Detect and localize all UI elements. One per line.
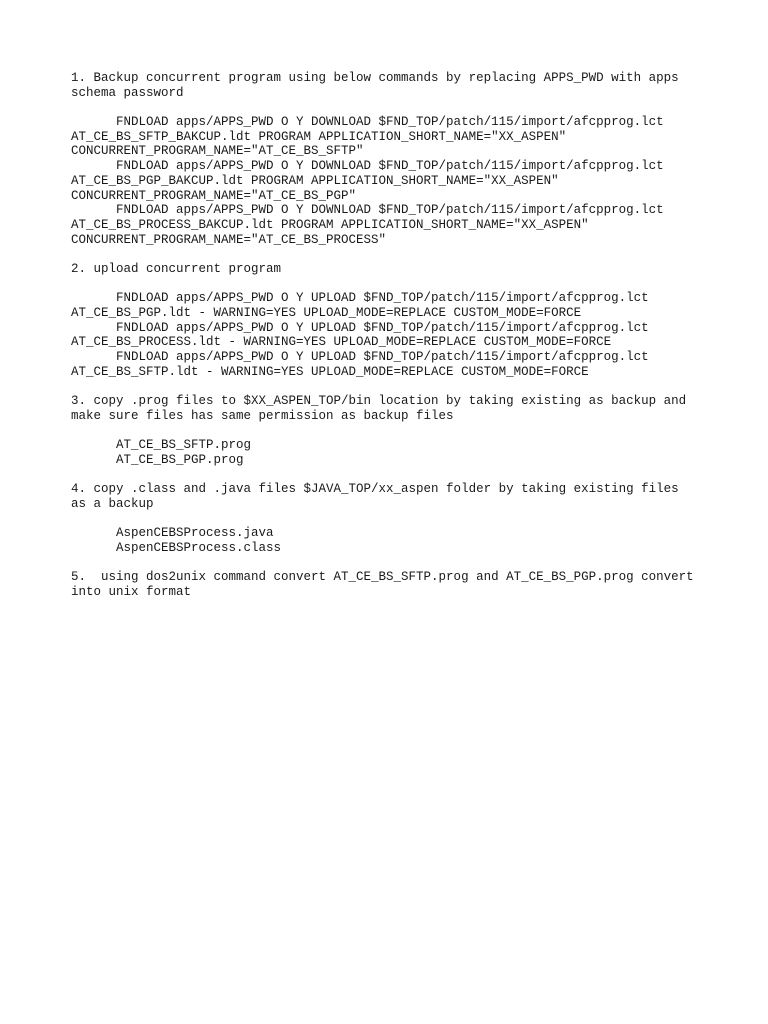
blank-line (71, 379, 751, 394)
blank-line (71, 247, 751, 262)
text-line: into unix format (71, 585, 192, 600)
text-line: FNDLOAD apps/APPS_PWD O Y DOWNLOAD $FND_TOP/patch/115/import/afcpprog.lct (71, 115, 664, 130)
text-line: 5. using dos2unix command convert AT_CE_BS_SFTP.prog and AT_CE_BS_PGP.prog convert (71, 570, 694, 585)
text-line: AT_CE_BS_SFTP.ldt - WARNING=YES UPLOAD_MODE=REPLACE CUSTOM_MODE=FORCE (71, 364, 589, 379)
text-line: AspenCEBSProcess.java (71, 526, 274, 541)
blank-line (71, 277, 751, 292)
text-line: AT_CE_BS_PROCESS_BAKCUP.ldt PROGRAM APPLICATION_SHORT_NAME="XX_ASPEN" (71, 217, 589, 232)
text-line: make sure files has same permission as backup files (71, 408, 454, 423)
text-line: 2. upload concurrent program (71, 261, 282, 276)
text-line: AT_CE_BS_PGP.prog (71, 452, 244, 467)
text-line: AspenCEBSProcess.class (71, 541, 282, 555)
text-line: FNDLOAD apps/APPS_PWD O Y UPLOAD $FND_TOP/patch/115/import/afcpprog.lct (71, 350, 649, 365)
document-page (71, 71, 751, 600)
text-line: FNDLOAD apps/APPS_PWD O Y DOWNLOAD $FND_TOP/patch/115/import/afcpprog.lct (71, 159, 664, 174)
text-line: CONCURRENT_PROGRAM_NAME="AT_CE_BS_PGP" (71, 188, 357, 203)
text-line: AT_CE_BS_PGP_BAKCUP.ldt PROGRAM APPLICATION_SHORT_NAME="XX_ASPEN" (71, 173, 559, 188)
text-line: FNDLOAD apps/APPS_PWD O Y DOWNLOAD $FND_TOP/patch/115/import/afcpprog.lct (71, 203, 664, 218)
text-line: as a backup (71, 496, 154, 511)
blank-line (71, 100, 751, 115)
text-line: 3. copy .prog files to $XX_ASPEN_TOP/bin location by taking existing as backup and (71, 394, 687, 409)
text-line: AT_CE_BS_SFTP_BAKCUP.ldt PROGRAM APPLICATION_SHORT_NAME="XX_ASPEN" (71, 129, 567, 144)
blank-line (71, 512, 751, 527)
text-line: AT_CE_BS_SFTP.prog (71, 438, 252, 453)
blank-line (71, 468, 751, 483)
text-line: 1. Backup concurrent program using below commands by replacing APPS_PWD with apps (71, 71, 679, 85)
text-line: CONCURRENT_PROGRAM_NAME="AT_CE_BS_PROCESS" (71, 232, 387, 247)
text-line: AT_CE_BS_PGP.ldt - WARNING=YES UPLOAD_MODE=REPLACE CUSTOM_MODE=FORCE (71, 306, 582, 320)
text-line: 4. copy .class and .java files $JAVA_TOP/xx_aspen folder by taking existing files (71, 482, 679, 497)
text-line: schema password (71, 85, 184, 100)
blank-line (71, 556, 751, 571)
text-line: FNDLOAD apps/APPS_PWD O Y UPLOAD $FND_TOP/patch/115/import/afcpprog.lct (71, 320, 649, 335)
text-line: CONCURRENT_PROGRAM_NAME="AT_CE_BS_SFTP" (71, 144, 364, 159)
text-line: FNDLOAD apps/APPS_PWD O Y UPLOAD $FND_TOP/patch/115/import/afcpprog.lct (71, 291, 649, 306)
blank-line (71, 424, 751, 439)
text-line: AT_CE_BS_PROCESS.ldt - WARNING=YES UPLOAD_MODE=REPLACE CUSTOM_MODE=FORCE (71, 335, 612, 350)
